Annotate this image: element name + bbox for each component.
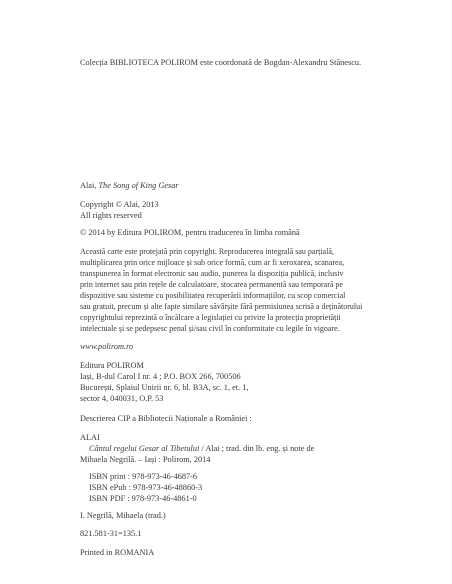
cip-title: Cântul regelui Gesar al Tibetului: [89, 444, 200, 453]
cip-line-2: Mihaela Negrilă. – Iași : Polirom, 2014: [80, 455, 211, 464]
notice-line-7: copyrightului reprezintă o încălcare a legislației cu privire la protecția proprietății: [80, 313, 341, 322]
copyright-line-1: Copyright © Alai, 2013: [80, 200, 159, 209]
cip-classification: 821.581-31=135.1: [80, 529, 142, 538]
publisher-line-2: Iași, B-dul Carol I nr. 4 ; P.O. BOX 266, 700506: [80, 372, 241, 381]
copyright-line-2: All rights reserved: [80, 211, 142, 220]
cip-title-rest: / Alai ; trad. din lb. eng. și note de: [199, 444, 315, 453]
publisher-line-4: sector 4, 040031, O.P. 53: [80, 394, 164, 403]
notice-line-6: sau gratuit, precum și alte fapte similare săvârșite fără permisiunea scrisă a deținătorului: [80, 302, 363, 311]
notice-line-2: multiplicarea prin orice mijloace și sub orice formă, cum ar fi xeroxarea, scanarea,: [80, 258, 345, 267]
source-title-line: [80, 180, 179, 192]
notice-line-5: dispozitive sau sisteme cu posibilitatea recuperării informațiilor, cu scop comercial: [80, 291, 346, 300]
printed-in: Printed in ROMANIA: [80, 548, 155, 557]
notice-line-8: intelectuale și se pedepsesc penal și/sau civil în conformitate cu legile în vigoare.: [80, 324, 340, 333]
cip-translator: I. Negrilă, Mihaela (trad.): [80, 511, 166, 520]
publisher-line-1: Editura POLIROM: [80, 361, 144, 370]
source-title: The Song of King Gesar: [98, 181, 179, 190]
notice-line-3: transpunerea în format electronic sau audio, punerea la dispoziția publică, inclusiv: [80, 269, 344, 278]
notice-line-4: prin internet sau prin rețele de calculatoare, stocarea permanentă sau temporară pe: [80, 280, 343, 289]
cip-heading: Descrierea CIP a Bibliotecii Naționale a României :: [80, 414, 252, 423]
notice-line-1: Această carte este protejată prin copyright. Reproducerea integrală sau parțială,: [80, 247, 334, 256]
isbn-epub: ISBN ePub : 978-973-46-48860-3: [89, 483, 203, 492]
cip-title-line: [89, 443, 314, 455]
website-link: www.polirom.ro: [80, 342, 134, 351]
series-coordination-line: Colecția BIBLIOTECA POLIROM este coordonată de Bogdan-Alexandru Stănescu.: [80, 58, 362, 67]
isbn-pdf: ISBN PDF : 978-973-46-4861-0: [89, 494, 197, 503]
source-author: Alai,: [80, 181, 99, 190]
cip-author: ALAI: [80, 433, 100, 442]
translation-copyright-line: © 2014 by Editura POLIROM, pentru traducerea în limba română: [80, 228, 300, 237]
publisher-line-3: București, Splaiul Unirii nr. 6, bl. B3A, sc. 1, et. 1,: [80, 383, 249, 392]
isbn-print: ISBN print : 978-973-46-4687-6: [89, 472, 198, 481]
